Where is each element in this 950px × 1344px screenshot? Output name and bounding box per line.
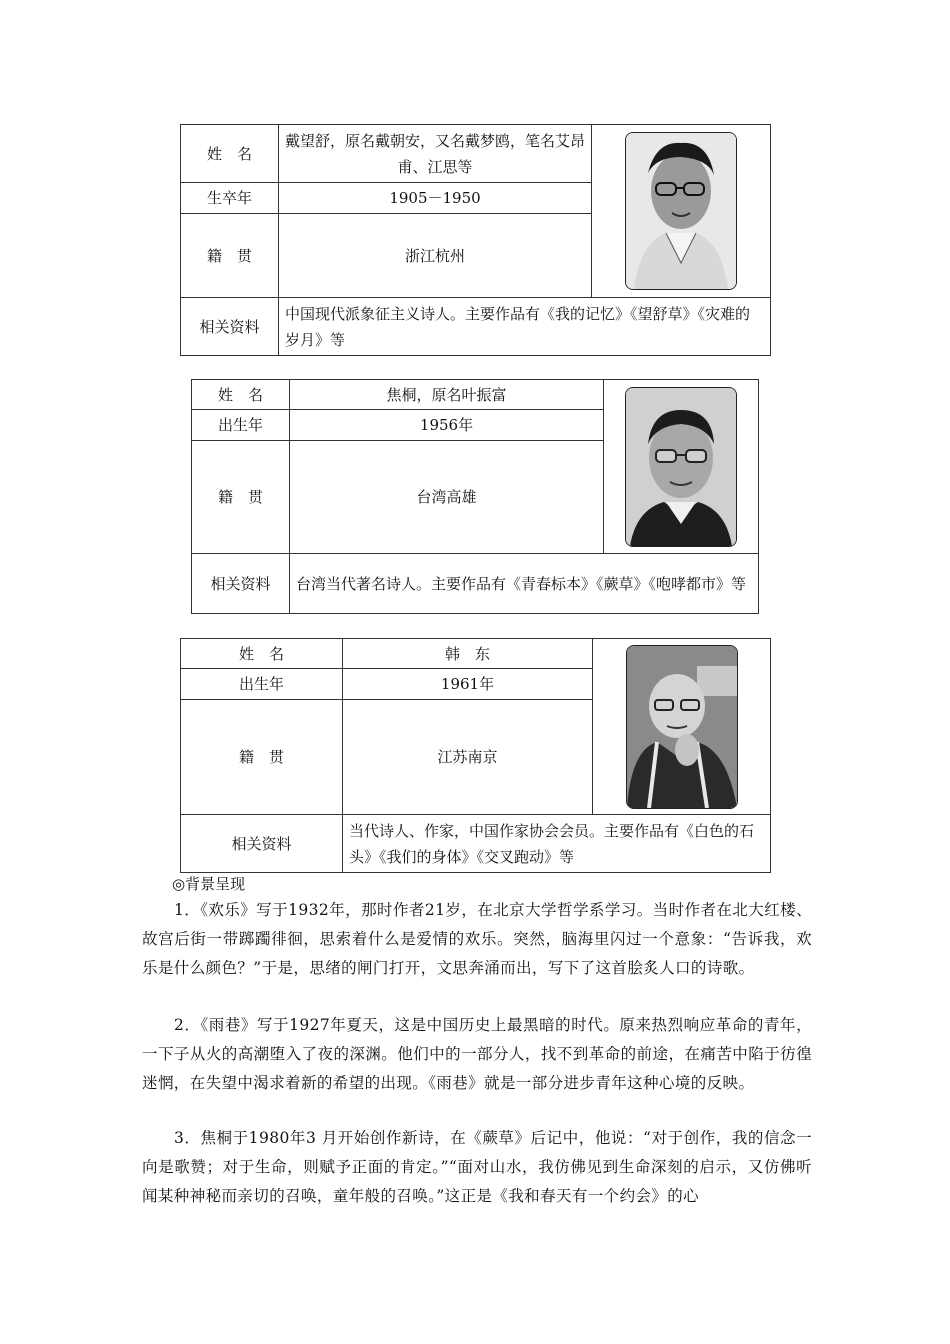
origin-label: 籍 贯 [181,700,343,815]
background-paragraph-1: 1．《欢乐》写于1932年，那时作者21岁，在北京大学哲学系学习。当时作者在北大红楼、故宫后街一带踯躅徘徊，思索着什么是爱情的欢乐。突然，脑海里闪过一个意象：“告诉我，欢乐是什么颜色？”于是，思绪的闸门打开，文思奔涌而出，写下了这首脍炙人口的诗歌。 [142,901,812,977]
name-label: 姓 名 [192,380,290,410]
name-value: 韩 东 [343,639,593,669]
years-value: 1956年 [290,410,604,441]
years-label: 生卒年 [181,183,279,214]
years-value: 1905－1950 [279,183,592,214]
years-label: 出生年 [181,669,343,700]
name-value: 戴望舒，原名戴朝安，又名戴梦鸥，笔名艾昂甫、江思等 [279,125,592,183]
notes-label: 相关资料 [181,815,343,873]
years-label: 出生年 [192,410,290,441]
notes-value: 当代诗人、作家，中国作家协会会员。主要作品有《白色的石头》《我们的身体》《交叉跑动》等 [343,815,771,873]
portrait-cell [592,125,771,298]
portrait-photo [626,645,738,809]
origin-label: 籍 贯 [192,441,290,554]
portrait-image [626,388,736,546]
name-value: 焦桐，原名叶振富 [290,380,604,410]
origin-label: 籍 贯 [181,214,279,298]
notes-label: 相关资料 [181,298,279,356]
portrait-cell [593,639,771,815]
background-paragraph-3: 3．焦桐于1980年3 月开始创作新诗，在《蕨草》后记中，他说：“对于创作，我的信念一向是歌赞；对于生命，则赋予正面的肯定。”“面对山水，我仿佛见到生命深刻的启示，又仿佛听闻某种神秘而亲切的召唤，童年般的召唤。”这正是《我和春天有一个约会》的心 [142,1129,812,1205]
origin-value: 浙江杭州 [279,214,592,298]
origin-value: 江苏南京 [343,700,593,815]
name-label: 姓 名 [181,639,343,669]
notes-value: 台湾当代著名诗人。主要作品有《青春标本》《蕨草》《咆哮都市》等 [290,554,759,614]
origin-value: 台湾高雄 [290,441,604,554]
poet-table-1 [180,124,771,356]
name-label: 姓 名 [181,125,279,183]
portrait-photo [625,387,737,547]
portrait-cell [604,380,759,554]
poet-table-2 [191,379,759,614]
notes-label: 相关资料 [192,554,290,614]
background-paragraph-2: 2．《雨巷》写于1927年夏天，这是中国历史上最黑暗的时代。原来热烈响应革命的青年，一下子从火的高潮堕入了夜的深渊。他们中的一部分人，找不到革命的前途，在痛苦中陷于彷徨迷惘，在失望中渴求着新的希望的出现。《雨巷》就是一部分进步青年这种心境的反映。 [142,1016,812,1092]
portrait-photo [625,132,737,290]
section-title-background: ◎背景呈现 [172,875,246,893]
poet-table-3 [180,638,771,873]
portrait-image [626,133,736,289]
portrait-image [627,646,737,808]
notes-value: 中国现代派象征主义诗人。主要作品有《我的记忆》《望舒草》《灾难的岁月》等 [279,298,771,356]
years-value: 1961年 [343,669,593,700]
